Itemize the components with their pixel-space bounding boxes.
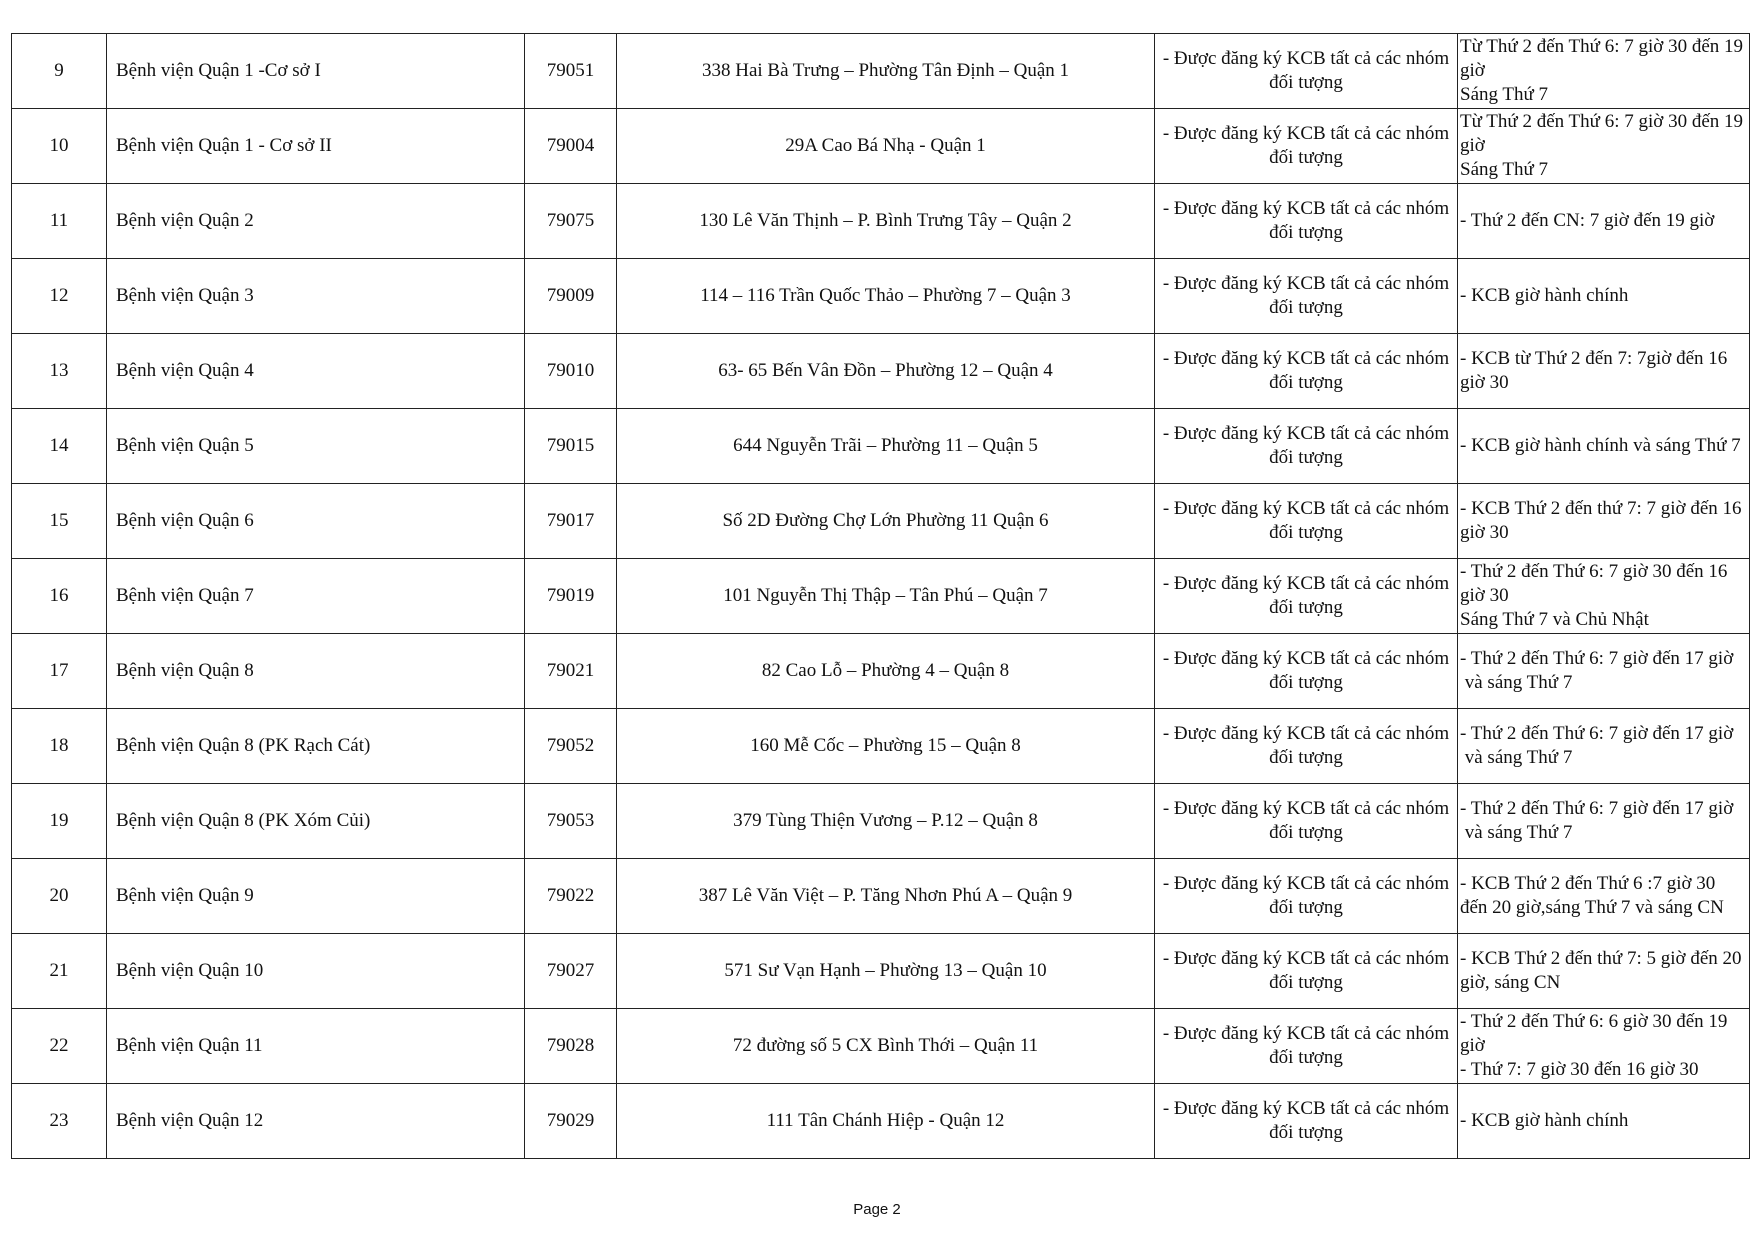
- working-hours-line: - KCB giờ hành chính: [1460, 285, 1629, 306]
- hospital-address: 82 Cao Lỗ – Phường 4 – Quận 8: [617, 634, 1155, 709]
- table-row: [12, 784, 1750, 859]
- row-number: 16: [12, 559, 107, 634]
- hospital-name: Bệnh viện Quận 8 (PK Rạch Cát): [107, 709, 525, 784]
- working-hours: [1458, 1009, 1750, 1084]
- table-row: [12, 484, 1750, 559]
- hospital-address: 644 Nguyễn Trãi – Phường 11 – Quận 5: [617, 409, 1155, 484]
- facility-code: 79051: [525, 34, 617, 109]
- hospital-name: Bệnh viện Quận 6: [107, 484, 525, 559]
- working-hours: [1458, 1084, 1750, 1159]
- working-hours: [1458, 484, 1750, 559]
- row-number: 12: [12, 259, 107, 334]
- hospital-address: 111 Tân Chánh Hiệp - Quận 12: [617, 1084, 1155, 1159]
- facility-code: 79021: [525, 634, 617, 709]
- hospital-name: Bệnh viện Quận 1 - Cơ sở II: [107, 109, 525, 184]
- working-hours: [1458, 184, 1750, 259]
- working-hours-line: Từ Thứ 2 đến Thứ 6: 7 giờ 30 đến 19 giờ: [1460, 36, 1748, 81]
- facility-code: 79004: [525, 109, 617, 184]
- row-number: 20: [12, 859, 107, 934]
- hospital-address: 114 – 116 Trần Quốc Thảo – Phường 7 – Quận 3: [617, 259, 1155, 334]
- facility-code: 79029: [525, 1084, 617, 1159]
- working-hours-line: - Thứ 2 đến Thứ 6: 7 giờ đến 17 giờ: [1460, 648, 1734, 669]
- working-hours: [1458, 34, 1750, 109]
- working-hours-line: và sáng Thứ 7: [1460, 672, 1573, 693]
- hospital-address: 160 Mễ Cốc – Phường 15 – Quận 8: [617, 709, 1155, 784]
- facility-code: 79009: [525, 259, 617, 334]
- registration-note: - Được đăng ký KCB tất cả các nhóm đối tượng: [1155, 334, 1458, 409]
- facility-code: 79019: [525, 559, 617, 634]
- row-number: 11: [12, 184, 107, 259]
- working-hours-line: - KCB giờ hành chính: [1460, 1110, 1629, 1131]
- row-number: 14: [12, 409, 107, 484]
- hospital-address: 130 Lê Văn Thịnh – P. Bình Trưng Tây – Quận 2: [617, 184, 1155, 259]
- table-row: [12, 709, 1750, 784]
- hospital-name: Bệnh viện Quận 3: [107, 259, 525, 334]
- registration-note: - Được đăng ký KCB tất cả các nhóm đối tượng: [1155, 34, 1458, 109]
- working-hours: [1458, 109, 1750, 184]
- hospital-address: 29A Cao Bá Nhạ - Quận 1: [617, 109, 1155, 184]
- working-hours: [1458, 934, 1750, 1009]
- working-hours-line: - KCB giờ hành chính và sáng Thứ 7: [1460, 435, 1741, 456]
- table-row: [12, 1084, 1750, 1159]
- row-number: 17: [12, 634, 107, 709]
- hospital-address: 72 đường số 5 CX Bình Thới – Quận 11: [617, 1009, 1155, 1084]
- facility-code: 79053: [525, 784, 617, 859]
- registration-note: - Được đăng ký KCB tất cả các nhóm đối tượng: [1155, 484, 1458, 559]
- hospital-name: Bệnh viện Quận 5: [107, 409, 525, 484]
- working-hours-line: - KCB Thứ 2 đến Thứ 6 :7 giờ 30 đến 20 giờ,sáng Thứ 7 và sáng CN: [1460, 873, 1724, 918]
- hospital-name: Bệnh viện Quận 7: [107, 559, 525, 634]
- hospital-address: Số 2D Đường Chợ Lớn Phường 11 Quận 6: [617, 484, 1155, 559]
- hospital-address: 101 Nguyễn Thị Thập – Tân Phú – Quận 7: [617, 559, 1155, 634]
- hospital-name: Bệnh viện Quận 12: [107, 1084, 525, 1159]
- hospital-name: Bệnh viện Quận 1 -Cơ sở I: [107, 34, 525, 109]
- hospital-name: Bệnh viện Quận 11: [107, 1009, 525, 1084]
- hospital-address: 338 Hai Bà Trưng – Phường Tân Định – Quận 1: [617, 34, 1155, 109]
- registration-note: - Được đăng ký KCB tất cả các nhóm đối tượng: [1155, 784, 1458, 859]
- registration-note: - Được đăng ký KCB tất cả các nhóm đối tượng: [1155, 634, 1458, 709]
- registration-note: - Được đăng ký KCB tất cả các nhóm đối tượng: [1155, 559, 1458, 634]
- table-row: [12, 259, 1750, 334]
- working-hours-line: - Thứ 2 đến CN: 7 giờ đến 19 giờ: [1460, 210, 1715, 231]
- table-row: [12, 1009, 1750, 1084]
- table-row: [12, 934, 1750, 1009]
- working-hours-line: Từ Thứ 2 đến Thứ 6: 7 giờ 30 đến 19 giờ: [1460, 111, 1748, 156]
- working-hours-line: và sáng Thứ 7: [1460, 747, 1573, 768]
- registration-note: - Được đăng ký KCB tất cả các nhóm đối tượng: [1155, 934, 1458, 1009]
- facility-code: 79015: [525, 409, 617, 484]
- working-hours: [1458, 709, 1750, 784]
- working-hours: [1458, 409, 1750, 484]
- working-hours-line: - Thứ 2 đến Thứ 6: 7 giờ 30 đến 16 giờ 30: [1460, 561, 1733, 606]
- registration-note: - Được đăng ký KCB tất cả các nhóm đối tượng: [1155, 109, 1458, 184]
- registration-note: - Được đăng ký KCB tất cả các nhóm đối tượng: [1155, 184, 1458, 259]
- working-hours-line: và sáng Thứ 7: [1460, 822, 1573, 843]
- working-hours-line: Sáng Thứ 7: [1460, 159, 1549, 180]
- table-row: [12, 409, 1750, 484]
- row-number: 19: [12, 784, 107, 859]
- row-number: 23: [12, 1084, 107, 1159]
- table-row: [12, 559, 1750, 634]
- registration-note: - Được đăng ký KCB tất cả các nhóm đối tượng: [1155, 259, 1458, 334]
- page-number: Page 2: [853, 1201, 901, 1218]
- facility-code: 79027: [525, 934, 617, 1009]
- table-row: [12, 859, 1750, 934]
- hospital-address: 387 Lê Văn Việt – P. Tăng Nhơn Phú A – Quận 9: [617, 859, 1155, 934]
- working-hours-line: - Thứ 2 đến Thứ 6: 7 giờ đến 17 giờ: [1460, 723, 1734, 744]
- working-hours: [1458, 859, 1750, 934]
- working-hours-line: Sáng Thứ 7: [1460, 84, 1549, 105]
- working-hours: [1458, 634, 1750, 709]
- facility-code: 79017: [525, 484, 617, 559]
- working-hours: [1458, 559, 1750, 634]
- hospital-name: Bệnh viện Quận 2: [107, 184, 525, 259]
- working-hours-line: - Thứ 2 đến Thứ 6: 7 giờ đến 17 giờ: [1460, 798, 1734, 819]
- hospital-address: 63- 65 Bến Vân Đồn – Phường 12 – Quận 4: [617, 334, 1155, 409]
- working-hours-line: - KCB từ Thứ 2 đến 7: 7giờ đến 16 giờ 30: [1460, 348, 1733, 393]
- hospital-name: Bệnh viện Quận 8: [107, 634, 525, 709]
- table-row: [12, 34, 1750, 109]
- working-hours-line: Sáng Thứ 7 và Chủ Nhật: [1460, 609, 1649, 630]
- table-row: [12, 109, 1750, 184]
- table-body: [12, 34, 1750, 1159]
- registration-note: - Được đăng ký KCB tất cả các nhóm đối tượng: [1155, 1084, 1458, 1159]
- hospital-address: 379 Tùng Thiện Vương – P.12 – Quận 8: [617, 784, 1155, 859]
- hospital-table: [11, 33, 1750, 1159]
- table-row: [12, 634, 1750, 709]
- hospital-name: Bệnh viện Quận 10: [107, 934, 525, 1009]
- registration-note: - Được đăng ký KCB tất cả các nhóm đối tượng: [1155, 409, 1458, 484]
- table-row: [12, 184, 1750, 259]
- registration-note: - Được đăng ký KCB tất cả các nhóm đối tượng: [1155, 1009, 1458, 1084]
- working-hours-line: - Thứ 2 đến Thứ 6: 6 giờ 30 đến 19 giờ: [1460, 1011, 1733, 1056]
- row-number: 21: [12, 934, 107, 1009]
- row-number: 10: [12, 109, 107, 184]
- facility-code: 79052: [525, 709, 617, 784]
- facility-code: 79022: [525, 859, 617, 934]
- hospital-name: Bệnh viện Quận 9: [107, 859, 525, 934]
- row-number: 9: [12, 34, 107, 109]
- facility-code: 79075: [525, 184, 617, 259]
- row-number: 22: [12, 1009, 107, 1084]
- row-number: 13: [12, 334, 107, 409]
- working-hours: [1458, 334, 1750, 409]
- table-row: [12, 334, 1750, 409]
- hospital-name: Bệnh viện Quận 8 (PK Xóm Củi): [107, 784, 525, 859]
- registration-note: - Được đăng ký KCB tất cả các nhóm đối tượng: [1155, 709, 1458, 784]
- facility-code: 79010: [525, 334, 617, 409]
- working-hours: [1458, 259, 1750, 334]
- registration-note: - Được đăng ký KCB tất cả các nhóm đối tượng: [1155, 859, 1458, 934]
- hospital-name: Bệnh viện Quận 4: [107, 334, 525, 409]
- hospital-address: 571 Sư Vạn Hạnh – Phường 13 – Quận 10: [617, 934, 1155, 1009]
- row-number: 18: [12, 709, 107, 784]
- row-number: 15: [12, 484, 107, 559]
- facility-code: 79028: [525, 1009, 617, 1084]
- working-hours: [1458, 784, 1750, 859]
- working-hours-line: - KCB Thứ 2 đến thứ 7: 7 giờ đến 16 giờ 30: [1460, 498, 1747, 543]
- working-hours-line: - Thứ 7: 7 giờ 30 đến 16 giờ 30: [1460, 1059, 1699, 1080]
- working-hours-line: - KCB Thứ 2 đến thứ 7: 5 giờ đến 20 giờ, sáng CN: [1460, 948, 1747, 993]
